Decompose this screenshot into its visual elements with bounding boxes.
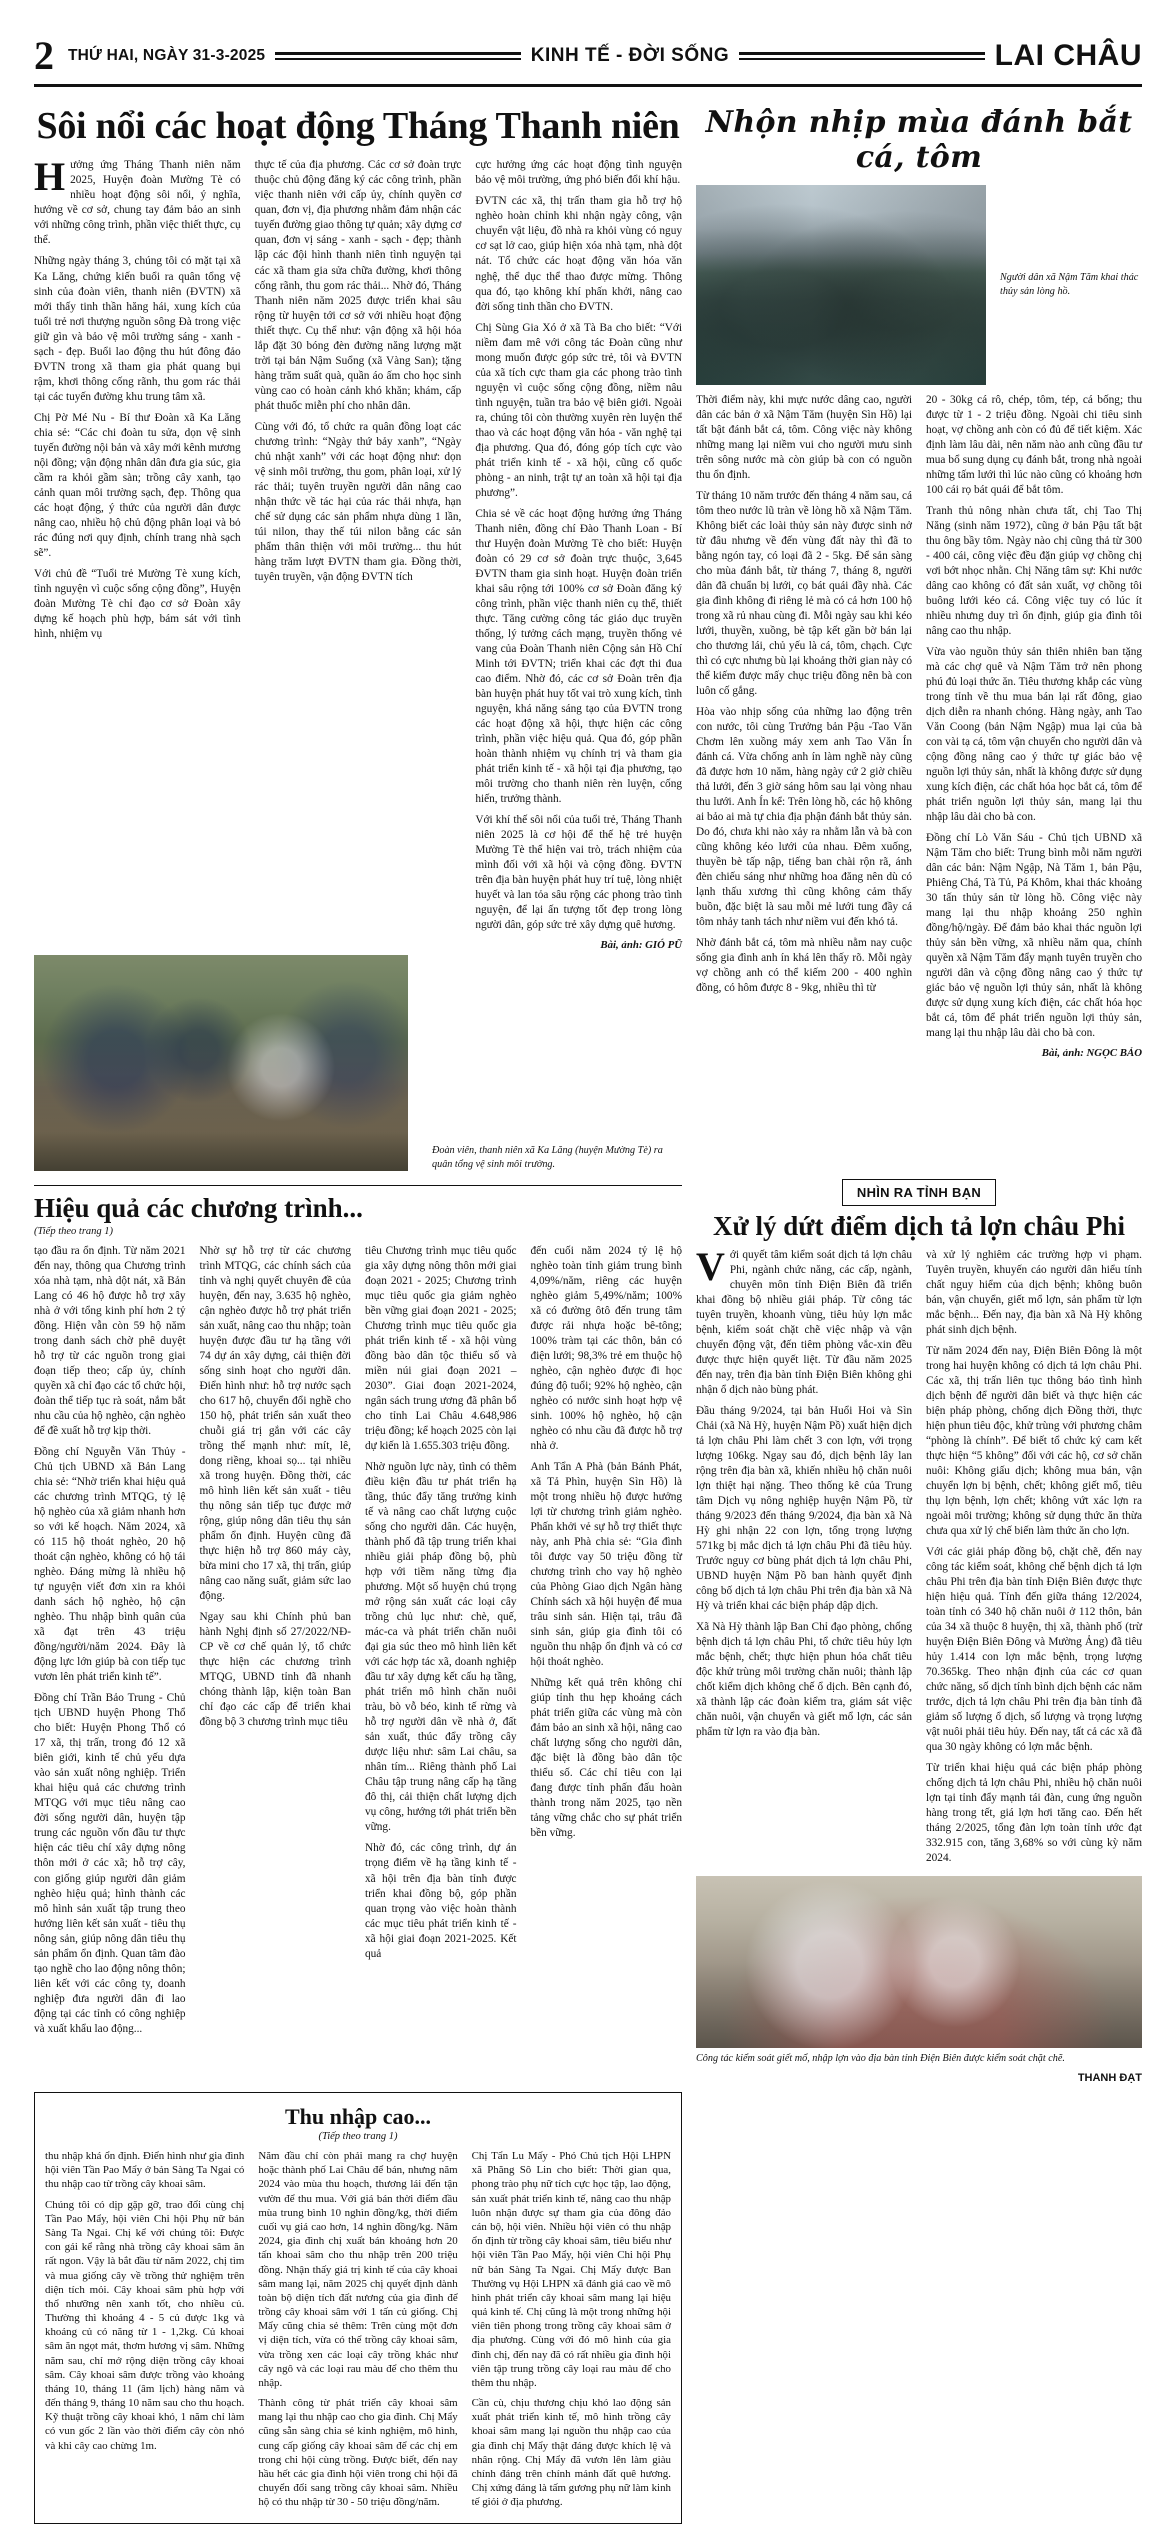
- paragraph: Thành công từ phát triển cây khoai sâm mang lại thu nhập cao cho gia đình. Chị Mẩy cũng sẵn sàng chia sẻ kinh nghiệm, mô hình, cung cấp giống cây khoai sâm để các chị em trong chi hội cùng trồng. Được biết, đến nay hầu hết các gia đình hội viên trong chi hội đã chuyển đổi sang trồng cây khoai sâm. Nhiều hộ có thu nhập từ 30 - 50 triệu đồng/năm.: [258, 2397, 458, 2509]
- paragraph: Chúng tôi có dịp gặp gỡ, trao đổi cùng chị Tần Pao Mẩy, hội viên Chi hội Phụ nữ bản Sàng Ta Ngai. Chị kể với chúng tôi: Được con gái kể rằng nhà trồng cây khoai sâm ăn rất ngon. Vậy là bắt đầu từ năm 2022, chị tìm và mua giống cây về trồng thử nghiệm trên diện tích mỏi. Cây khoai sâm phù hợp với thổ nhưỡng nên xanh tốt, cho nhiều củ. Thường thì khoảng 4 - 5 củ được 1kg và khoảng củ có năng từ 1 - 1,2kg. Củ khoai sâm ăn ngọt mát, thơm hương vị sâm. Những năm sau, chỉ mở rộng diện trồng cây khoai sâm. Cây khoai sâm được trồng vào khoảng tháng 10, tháng 11 (âm lịch) hàng năm và đến tháng 9, tháng 10 năm sau cho thu hoạch. Kỹ thuật trồng cây khoai khó, 1 năm chỉ làm có vun gốc 2 lần vào thời điểm cây còn nhỏ và khi cây cao chừng 1m.: [45, 2198, 245, 2452]
- paragraph: thực tế của địa phương. Các cơ sở đoàn trực thuộc chủ động đăng ký các công trình, phần việc thanh niên với cấp ủy, chính quyền cơ quan, đơn vị, địa phương nhằm đảm nhận các tuyến đường giao thông tự quản; xây dựng cơ quan, đơn vị sáng - xanh - sạch - đẹp; thành lập các đội hình thanh niên tình nguyện tại các xã tham gia sửa chữa đường, khơi thông cống rãnh, thu gom rác thải... Nhờ đó, Tháng Thanh niên năm 2025 được triển khai sâu rộng từ huyện tới cơ sở với nhiều hoạt động thiết thực. Cụ thể như: vận động xã hội hóa lắp đặt 30 bóng đèn đường năng lượng mặt trời tại bản Nậm Suổng (xã Vàng San); tặng hàng trăm suất quà, quần áo ấm cho học sinh vùng cao có hoàn cảnh khó khăn; khám, cấp phát thuốc miễn phí cho nhân dân.: [254, 159, 462, 412]
- paragraph: Đầu tháng 9/2024, tại bản Huổi Hoi và Sìn Chải (xã Nà Hỳ, huyện Nậm Pồ) xuất hiện dịch tả lợn châu Phi làm chết 3 con lợn, với trọng lượng 106kg. Ngay sau đó, dịch bệnh lây lan rộng trên địa bàn xã, khiến nhiều hộ chăn nuôi lợn thiệt hại nặng. Theo thống kê của Trung tâm Dịch vụ nông nghiệp huyện Nậm Pồ, từ tháng 9/2023 đến tháng 9/2024, địa bàn xã Nà Hỳ ghi nhận 22 con lợn, tổng trọng lượng 571kg bị mắc dịch tả lợn châu Phi đã tiêu hủy. Trước nguy cơ bùng phát dịch tả lợn châu Phi, UBND huyện Nậm Pồ ban hành quyết định công bố dịch tả lợn châu Phi trên địa bàn xã Nà Hỳ và triển khai các biện pháp dập dịch.: [696, 1405, 912, 1613]
- paragraph: Nhờ đó, các công trình, dự án trọng điểm về hạ tầng kinh tế - xã hội trên địa bàn tỉnh được triển khai đồng bộ, góp phần quan trọng vào việc hoàn thành các mục tiêu phát triển kinh tế - xã hội giai đoạn 2021-2025. Kết quả: [365, 1842, 517, 1960]
- article-programs: [34, 1244, 682, 2043]
- page-number: 2: [34, 33, 54, 78]
- paragraph: Cần cù, chịu thương chịu khó lao động sản xuất phát triển kinh tế, mô hình trồng cây khoai sâm mang lại nguồn thu nhập cao của gia đình chị Mẩy thật đáng được khích lệ và nhân rộng. Chị Mẩy đã vươn lên làm giàu chính đáng trên chính mảnh đất quê hương. Chị xứng đáng là tấm gương phụ nữ làm kinh tế giỏi ở địa phương.: [471, 2397, 671, 2509]
- article-income-box: [34, 2092, 682, 2524]
- section-badge: NHÌN RA TỈNH BẠN: [842, 1179, 996, 1206]
- paragraph: 20 - 30kg cá rô, chép, tôm, tép, cá bống; thu được từ 1 - 2 triệu đồng. Ngoài chi tiêu sinh hoạt, vợ chồng anh còn có đủ để tiết kiệm. Xác định làm lâu dài, nên năm nào anh cũng đầu tư mua bổ sung dụng cụ đánh bắt, trong nhà ngoài những tấm lưới thì lúc nào cũng có khoảng hơn 100 cái rọ bát quái để bắt tôm.: [926, 393, 1142, 496]
- paragraph: Chị Tẩn Lu Mấy - Phó Chủ tịch Hội LHPN xã Phăng Sô Lin cho biết: Thời gian qua, phong trào phụ nữ tích cực học tập, lao động, sản xuất phát triển kinh tế, nâng cao thu nhập luôn nhận được sự tham gia của đông đảo cán bộ, hội viên. Nhiều hội viên có thu nhập ổn định từ trồng cây khoai sâm, tiêu biểu như hội viên Tần Pao Mẩy, hội viên Chi hội Phụ nữ bản Sàng Ta Ngai. Chị Mẩy được Ban Thường vụ Hội LHPN xã đánh giá cao về mô hình phát triển cây khoai sâm mang lại hiệu quả kinh tế. Chị cũng là một trong những hội viên tiên phong trong trồng cây khoai sâm ở địa phương. Cùng với đó mô hình của gia đình chị, đến nay đã có rất nhiều gia đình hội viên tập trung trồng cây loại rau màu để cho thêm thu nhập.: [471, 2150, 671, 2389]
- paragraph: Tranh thủ nông nhàn chưa tất, chị Tao Thị Năng (sinh năm 1972), cũng ở bản Pậu tất bật thu ông bầy tôm. Ngày nào chị cũng thả từ 300 - 400 cái, công việc đều đặn giúp vợ chồng chị vơi bớt nhọc nhằn. Chị Năng tâm sự: Khi nước dâng cao không có đất sản xuất, vợ chồng tôi buông lưới kéo cá. Công việc tuy có lúc ít nhiều nhưng duy trì ổn định, giúp gia đình tôi nâng cao thu nhập.: [926, 504, 1142, 637]
- paragraph: Nhờ sự hỗ trợ từ các chương trình MTQG, các chính sách của tỉnh và nghị quyết chuyên đề của huyện, đến nay, 3.635 hộ nghèo, cận nghèo được hỗ trợ phát triển sản xuất, nâng cao thu nhập; toàn huyện được đầu tư hạ tầng với 74 dự án xây dựng, cải thiện đời sống sinh hoạt cho người dân. Điển hình như: hỗ trợ nước sạch cho 617 hộ, chuyển đổi nghề cho 150 hộ, phát triển sản xuất theo chuỗi giá trị gắn với các cây trồng thế mạnh như: mít, lê, dong riềng, khoai sọ... tại nhiều xã trong huyện. Đồng thời, các mô hình liên kết sản xuất - tiêu thụ nông sản tiếp tục được mở rộng, giúp nông dân tiêu thụ sản phẩm ổn định. Huyện cũng đã thực hiện hỗ trợ 860 máy cày, bừa mini cho 17 xã, thị trấn, giúp nâng cao năng suất, giảm sức lao động.: [199, 1244, 351, 1603]
- paragraph: Hưởng ứng Tháng Thanh niên năm 2025, Huyện đoàn Mường Tè có nhiều hoạt động sôi nổi, ý nghĩa, hướng về cơ sở, chung tay đảm bảo an sinh với những công trình, phần việc thiết thực, cụ thể.: [34, 154, 241, 247]
- rule-right: [739, 52, 985, 60]
- paragraph: tạo đầu ra ổn định. Từ năm 2021 đến nay, thông qua Chương trình xóa nhà tạm, nhà dột nát, xã Bản Lang có 46 hộ được hỗ trợ xây nhà ở với tổng kinh phí hơn 2 tỷ đồng. Hiện vẫn còn 59 hộ năm trong danh sách chờ phê duyệt hỗ trợ từ các nguồn trong giai đoạn tiếp theo; cấp ủy, chính quyền xã chỉ đạo các tổ chức hội, đoàn thể tiếp tục rà soát, nắm bắt nhu cầu của hộ nghèo, cận nghèo để đề xuất hỗ trợ kịp thời.: [34, 1244, 186, 1438]
- paragraph: Chia sẻ về các hoạt động hưởng ứng Tháng Thanh niên, đồng chí Đào Thanh Loan - Bí thư Huyện đoàn Mường Tè cho biết: Huyện đoàn có 29 cơ sở đoàn trực thuộc, 3,645 ĐVTN tham gia sinh hoạt. Huyện đoàn triển khai sâu rộng tới 100% cơ sở Đoàn đăng ký công trình, phần việc thanh niên cụ thể, thiết thực. Tăng cường công tác giáo dục truyền thống, lý tưởng cách mạng, truyền thống vẻ vang của Đoàn Thanh niên Cộng sản Hồ Chí Minh tới ĐVTN; triển khai các đợt thi đua cao điểm. Nhờ đó, các cơ sở Đoàn trên địa bàn huyện phát huy tốt vai trò xung kích, tình nguyện, khá năng sáng tạo của ĐVTN trong các hoạt động xã hội, thực hiện các công trình, phần việc hiệu quả. Qua đó, góp phần hoàn thành nhiệm vụ chính trị và tham gia phát triển kinh tế - xã hội tại địa phương, tạo môi trường cho thanh niên rèn luyện, cống hiến, trưởng thành.: [475, 507, 683, 806]
- paragraph: Những kết quả trên không chỉ giúp tỉnh thu hẹp khoảng cách phát triển giữa các vùng mà còn đảm bảo an sinh xã hội, nâng cao chất lượng sống cho người dân, đặc biệt là đồng bào dân tộc thiểu số. Các chỉ tiêu con lại đang được tỉnh phấn đấu hoàn thành trong năm 2025, tạo nền tảng vững chắc cho sự phát triển bền vững.: [530, 1677, 682, 1840]
- paragraph: Ngay sau khi Chính phủ ban hành Nghị định số 27/2022/NĐ-CP về cơ chế quản lý, tổ chức thực hiện các chương trình MTQG, UBND tỉnh đã nhanh chóng thành lập, kiện toàn Ban chỉ đạo các cấp để triển khai đồng bộ 3 chương trình mục tiêu: [199, 1611, 351, 1729]
- paragraph: ĐVTN các xã, thị trấn tham gia hỗ trợ hộ nghèo hoàn chỉnh khi nhận ngày công, vận chuyển vật liệu, đồ nhà ra khỏi vùng có nguy cơ sạt lở cao, giúp hiện xóa nhà tạm, nhà dột nát. Tổ chức các hoạt động văn hóa văn nghệ, thể dục thể thao được mừng. Thông qua đó, tạo không khí phấn khởi, nâng cao đời sống tinh thần cho ĐVTN.: [475, 195, 683, 313]
- paragraph: Với các giải pháp đồng bộ, chặt chẽ, đến nay công tác kiểm soát, không chế bệnh dịch tả lợn châu Phi trên địa bàn tỉnh Điện Biên được thực hiện hiệu quả. Tính đến giữa tháng 12/2024, toàn tỉnh có 340 hộ chăn nuôi ở 112 thôn, bản của 34 xã thuộc 8 huyện, thị xã, thành phố (trừ huyện Điện Biên Đông và Mường Ảng) đã tiêu hủy 1.414 con lợn mắc bệnh, trọng lượng 70.365kg. Theo nhận định của các cơ quan chức năng, số dịch tính bình dịch bệnh các năm trước, dịch tả lợn châu Phi trên địa bàn tỉnh đã giảm số lượng ổ dịch, số lượng và trọng lượng vật nuôi phải tiêu hủy. Đến nay, tất cả các xã đã qua 30 ngày không có lợn mắc bệnh.: [926, 1546, 1142, 1754]
- paragraph: Với quyết tâm kiểm soát dịch tả lợn châu Phi, ngành chức năng, các cấp, ngành, chuyên môn tỉnh Điện Biên đã triển khai đồng bộ nhiều giải pháp. Từ công tác tuyên truyền, khoanh vùng, tiêu hủy lợn mắc bệnh, kiểm soát chặt chẽ việc nhập và vận chuyển động vật, đến tiêm phòng vắc-xin đều được thực hiện quyết liệt. Từ đầu năm 2025 đến nay, trên địa bàn tỉnh Điện Biên không ghi nhận ổ dịch nào bùng phát.: [696, 1243, 912, 1396]
- photo-volunteers: [34, 955, 408, 1171]
- paragraph: Hòa vào nhịp sống của những lao động trên con nước, tôi cùng Trưởng bản Pậu -Tao Văn Chơm lên xuồng máy xem anh Tao Văn Ín đánh cá. Vừa chống anh ín làm nghề này cũng đã được hơn 10 năm, hàng ngày cứ 2 giờ chiều thả lưới, đến 3 giờ sáng hôm sau lại vòng nhau thu lưới. Anh Ín kể: Trên lòng hồ, các hộ không ai bảo ai mà tự chia địa phận đánh bắt thủy sản. Do đó, chưa khi nào xảy ra nhằm lẫn và bà con cũng không kéo lưới của nhau. Đêm xuống, thuyền bè tấp nập, tiếng ban chài rộn rã, ánh đèn chiếu sáng như những hoa đăng nên dù có lạnh thấu xương thì cũng không cảm thấy buồn, đặc biệt là sau mỗi mẻ lưới tung đầy cá tôm nhảy tanh tách như niềm vui đến khó tả.: [696, 705, 912, 929]
- article-asf: [696, 1243, 1142, 1873]
- photo-pork-market: [696, 1876, 1142, 2048]
- paragraph: Với chủ đề “Tuổi trẻ Mường Tè xung kích, tình nguyện vì cuộc sống cộng đồng”, Huyện đoàn Mường Tè chỉ đạo cơ sở Đoàn xây dựng kế hoạch phù hợp, bám sát với tình hình, nhiệm vụ: [34, 567, 241, 640]
- article-income: [45, 2149, 671, 2515]
- paragraph: Đồng chí Nguyễn Văn Thủy - Chủ tịch UBND xã Bản Lang chia sẻ: “Nhờ triển khai hiệu quả các chương trình MTQG, tỷ lệ hộ nghèo của xã giảm nhanh hơn so với kế hoạch. Năm 2024, xã có 115 hộ thoát nghèo, 20 hộ thoát cận nghèo, không có hộ tái nghèo. Đáng mừng là nhiều hộ tự nguyện viết đơn xin ra khỏi danh sách hộ nghèo, hộ cận nghèo. Thu nhập bình quân của xã đạt trên 43 triệu đồng/người/năm 2024. Đây là động lực lớn giúp bà con tiếp tục vươn lên phát triển kinh tế”.: [34, 1446, 186, 1684]
- paragraph: tiêu Chương trình mục tiêu quốc gia xây dựng nông thôn mới giai đoạn 2021 - 2025; Chương trình mục tiêu quốc gia giảm nghèo bền vững giai đoạn 2021 - 2025; Chương trình mục tiêu quốc gia phát triển kinh tế - xã hội vùng đồng bào dân tộc thiểu số và miền núi giai đoạn 2021 – 2030”. Giai đoạn 2021-2024, ngân sách trung ương đã phân bổ cho tỉnh Lai Châu 4.648,986 triệu đồng; kể hoạch 2025 còn lại dự kiến là 1.655.303 triệu đồng.: [365, 1244, 517, 1453]
- paragraph: Từ tháng 10 năm trước đến tháng 4 năm sau, cá tôm theo nước lũ tràn về lòng hồ xã Nậm Tăm. Không biết các loài thủy sản này được sinh nở từ đâu nhưng về đến vùng đất này thì đã to bằng ngón tay, có loại đã 2 - 5kg. Để sản sàng cho mùa đánh bắt, từ tháng 7, tháng 8, người dân đã chuẩn bị lưới, cọ bát quái đầy nhà. Các gia đình không đi riêng lẻ mà có cả hơn 100 hộ trong xã rủ nhau cùng đi. Mỗi ngày sau khi kéo lưới, thuyền, xuồng, bè tập kết gần bờ bán lại cho thương lái, chủ yếu là cá, tôm, chạch. Cực thì có cực nhưng bù lại khoảng thời gian này có thể kiếm được mấy chục triệu đồng nên bà con luôn cố gắng.: [696, 489, 912, 697]
- page-title: Sôi nổi các hoạt động Tháng Thanh niên: [36, 104, 680, 147]
- photo-caption: Đoàn viên, thanh niên xã Ka Lăng (huyện Mường Tè) ra quân tổng vệ sinh môi trường.: [432, 1145, 663, 1170]
- paragraph: Với khí thế sôi nổi của tuổi trẻ, Tháng Thanh niên 2025 là cơ hội để thế hệ trẻ huyện Mường Tè thể hiện vai trò, trách nhiệm của mình đối với xã hội và cộng đồng. ĐVTN trên địa bàn huyện phát huy trí tuệ, lòng nhiệt huyết và lan tỏa sâu rộng các phong trào tình nguyện, để lại ấn tượng tốt đẹp trong lòng người dân, góp sức trẻ xây dựng quê hương.: [475, 814, 683, 932]
- paragraph: Nhờ nguồn lực này, tình có thêm điều kiện đầu tư phát triển hạ tầng, thúc đẩy tăng trưởng kinh tế và nâng cao chất lượng cuộc sống cho người dân. Các huyện, thành phố đã tập trung triển khai nhiều giải pháp đồng bộ, phù hợp với tiềm năng từng địa phương. Một số huyện chú trọng mở rộng sản xuất các loại cây trồng chủ lục như: chè, quế, mác-ca và phát triển chăn nuôi đại gia súc theo mô hình liên kết với các hợp tác xã, doanh nghiệp đầu tư xây dựng kết cấu hạ tầng, phát triển mô hình chăn nuôi tràu, bò vỗ béo, kinh tế rừng và hỗ trợ người dân về nhà ở, đất sản xuất, thúc đẩy trồng cây dược liệu như: sâm Lai châu, sa nhân tím... Riêng thành phố Lai Châu tập trung nâng cấp hạ tầng đô thị, cải thiện chất lượng dịch vụ công, hướng tới phát triển bền vững.: [365, 1461, 517, 1834]
- paragraph: Xã Nà Hỳ thành lập Ban Chỉ đạo phòng, chống bệnh dịch tả lợn châu Phi, tổ chức tiêu hủy lợn mắc bệnh, chết; thực hiện phun hóa chất tiêu độc khử trùng môi trường chăn nuôi; thành lập chốt kiểm dịch không chế ổ dịch. Bên cạnh đó, xã thành lập các đoàn kiểm tra, giám sát việc chăn nuôi, vận chuyển và giết mổ lợn, các sản phẩm từ lợn ra vào địa bàn.: [696, 1621, 912, 1739]
- article-fish-title: Nhộn nhịp mùa đánh bắt cá, tôm: [705, 104, 1133, 175]
- article-volunteer-month: [34, 154, 683, 952]
- photo-caption: Công tác kiểm soát giết mổ, nhập lợn vào địa bàn tỉnh Điện Biên được kiểm soát chặt chẽ.: [696, 2053, 1065, 2065]
- photo-fishing: [696, 185, 986, 385]
- article-programs-title: Hiệu quả các chương trình...: [34, 1193, 363, 1224]
- paragraph: Chị Pờ Mé Nu - Bí thư Đoàn xã Ka Lăng chia sẻ: “Các chi đoàn tu sửa, dọn vệ sinh tuyến đường nội bản và xây mới kênh mương nội đồng; vận động nhân dân đưa gia súc, gia cầm ra khỏi gầm sàn; trồng cây xanh, tạo cảnh quan môi trường sạch, đẹp. Thông qua các hoạt động, ý thức của người dân được nâng cao, nhiều hộ chủ động phân loại và bỏ rác đúng nơi quy định, chính trang nhà sạch sẽ”.: [34, 411, 241, 559]
- paragraph: Thời điểm này, khi mực nước dâng cao, người dân các bản ở xã Nậm Tăm (huyện Sìn Hồ) lại tất bật đánh bắt cá, tôm. Công việc này không những mang lại niềm vui cho người mưu sinh trên sông nước mà còn giúp bà con có nguồn thu ổn định.: [696, 393, 912, 481]
- paragraph: Nhờ đánh bắt cá, tôm mà nhiều nằm nay cuộc sống gia đình anh ín khá lên thấy rõ. Mỗi ngày vợ chồng anh có thể kiếm 200 - 400 nghìn đồng, có hôm được 8 - 9kg, nhiều thì từ: [696, 937, 912, 995]
- byline: THANH ĐẠT: [1077, 2071, 1142, 2084]
- continuation-note: (Tiếp theo trang 1): [34, 1225, 114, 1237]
- paragraph: Chị Sùng Gia Xó ở xã Tà Ba cho biết: “Với niềm đam mê với công tác Đoàn cũng như mong muốn được góp sức trẻ, tôi và ĐVTN của xã tích cực tham gia các phong trào tình nguyện vì cuộc sống cộng đồng, niềm nâu tình nguyện, tuần tra bảo vệ biên giới. Ngoài ra, chúng tôi còn thường xuyên rèn luyện thể thao và các hoạt động văn hóa - văn nghệ tại địa phương. Qua đó, đóng góp tích cực vào phát triển kinh tế - xã hội, cũng cố quốc phòng - an ninh, trật tự an toàn xã hội tại địa phương”.: [475, 321, 683, 499]
- paragraph: Vừa vào nguồn thủy sản thiên nhiên ban tặng mà các chợ quê và Nậm Tăm trở nên phong phú đủ loại thức ăn. Tiêu thương khắp các vùng trong tỉnh về thu mua bán lại rất đông, giao dịch diễn ra nhanh chóng. Hàng ngày, anh Tao Văn Coong (bản Nậm Ngập) mua lại của bà con vài tạ cá, tôm vận chuyển cho người dân và cộng đồng nâng cao ý thức tự giác bảo vệ nguồn lợi thủy sản, nhất là không được sử dụng xung kích điện, các chất hóa học bắt cá, tôm để phát triển nguồn lợi thủy sản, mang lại thu nhập lâu dài cho bà con.: [926, 645, 1142, 823]
- byline: Bài, ảnh: NGỌC BẢO: [1041, 1047, 1142, 1060]
- section-title: KINH TẾ - ĐỜI SỐNG: [530, 45, 730, 66]
- rule-left: [275, 52, 521, 60]
- paper-logo: LAI CHÂU: [994, 39, 1142, 72]
- article-asf-title: Xử lý dứt điểm dịch tả lợn châu Phi: [713, 1211, 1125, 1242]
- article-fishing-season: [696, 393, 1142, 1060]
- paragraph: và xử lý nghiêm các trường hợp vi phạm. Tuyên truyền, khuyến cáo người dân hiểu tính chất nguy hiểm của dịch bệnh; không buôn bán, vận chuyển, giết mổ lợn, sản phẩm từ lợn mắc bệnh... Đến nay, địa bàn xã Nà Hỳ không phát sinh dịch bệnh.: [926, 1248, 1142, 1336]
- continuation-note: (Tiếp theo trang 1): [318, 2131, 398, 2143]
- divider: [34, 1185, 682, 1186]
- paragraph: Từ triển khai hiệu quả các biện pháp phòng chống dịch tả lợn châu Phi, nhiều hộ chăn nuôi lợn tại tỉnh đẩy mạnh tái đàn, cung ứng nguồn hàng trong tết, giá lợn hơi tăng cao. Đến hết tháng 2/2025, tổng đàn lợn toàn tỉnh ước đạt 332.915 con, tăng 3,68% so với cùng kỳ năm 2024.: [926, 1762, 1142, 1865]
- paragraph: Đồng chí Lò Văn Sáu - Chủ tịch UBND xã Nậm Tăm cho biết: Trung bình mỗi năm người dân các bản: Nậm Ngập, Nà Tăm 1, bản Pậu, Phiêng Chá, Tà Tủ, Pá Khôm, khai thác khoảng 30 tấn thủy sản từ lòng hồ. Công việc này mang lại thu nhập khoảng 250 nghìn đồng/hộ/ngày. Để đảm bảo khai thác nguồn lợi thủy sản bền vững, xã nhiều năm qua, chính quyền xã Nậm Tăm đẩy mạnh tuyên truyền cho người dân và cộng đồng nâng cao ý thức tự giác bảo vệ nguồn lợi thủy sản, nhất là không được sử dụng xung kích điện, các chất hóa học bắt cá, tôm để phát triển nguồn lợi thủy sản, mang lại thu nhập lâu dài cho bà con.: [926, 831, 1142, 1040]
- paragraph: thu nhập khá ổn định. Điển hình như gia đình hội viên Tần Pao Mẩy ở bản Sàng Ta Ngai có thu nhập cao từ trồng cây khoai sâm.: [45, 2150, 245, 2191]
- paragraph: đến cuối năm 2024 tỷ lệ hộ nghèo toàn tỉnh giảm trung bình 4,09%/năm, riêng các huyện nghèo giảm 5,49%/năm; 100% xã có đường ôtô đến trung tâm được rải nhựa hoặc bê-tông; 100% tràm tại các thôn, bản có điện lưới; 98,3% trẻ em thuộc hộ nghèo, cận nghèo được đi học đúng độ tuổi; 92% hộ nghèo, cận nghèo có nước sinh hoạt hợp vệ sinh. 100% hộ nghèo, hộ cận nghèo có nhu cầu đã được hỗ trợ nhà ở.: [530, 1244, 682, 1453]
- byline: Bài, ảnh: GIÓ PŨ: [600, 939, 683, 952]
- paragraph: Từ năm 2024 đến nay, Điện Biên Đông là một trong hai huyện không có dịch tả lợn châu Phi. Các xã, thị trấn liên tục thông báo tình hình dịch bệnh để người dân biết và thực hiện các biện pháp phòng, chống dịch Đồng thời, thực hiện phun tiêu độc, khử trùng với phương châm “phòng là chính”. Để biết tổ chức ký cam kết thực hiện “5 không” đối với các hộ, cơ sở chăn nuôi: Không giấu dịch; không mua bán, vận chuyển lợn bị bệnh, chết; không giết mổ, tiêu thụ lợn bệnh, lợn chết; không vứt xác lợn ra ngoài môi trường; không sử dụng thức ăn thừa chưa qua xử lý chế biến làm thức ăn cho lợn.: [926, 1344, 1142, 1538]
- masthead: [34, 34, 1142, 78]
- photo-caption: Người dân xã Nậm Tăm khai thác thủy sản lòng hồ.: [1000, 272, 1139, 297]
- masthead-divider: [34, 84, 1142, 87]
- paragraph: Năm đầu chỉ còn phải mang ra chợ huyện hoặc thành phố Lai Châu để bán, nhưng năm 2024 vào mùa thu hoạch, thương lái đến tận vườn để thu mua. Với giá bán thời điểm đầu mùa trung bình 10 nghìn đồng/kg, thời điểm cuối vụ giá cao hơn, 14 nghìn đồng/kg. Năm 2024, gia đình chị xuất bán khoảng hơn 20 tấn khoai sâm cho thu nhập trên 200 triệu đồng. Nhận thấy giá trị kinh tế của cây khoai sâm mang lại, năm 2025 chị quyết định dành toàn bộ diện tích đất nương của gia đình để trồng cây khoai sâm với 1 tấn củ giống. Chị Mẩy cũng chia sẻ thêm: Trên cùng một đơn vị diện tích, vừa có thể trồng cây khoai sâm, vừa trồng xen các loại cây trồng khác như cây ngô và các loại rau màu để cho thêm thu nhập.: [258, 2150, 458, 2389]
- paragraph: Anh Tẩn A Phà (bản Bánh Phát, xã Tả Phìn, huyện Sìn Hồ) là một trong nhiều hộ được hưởng lợi từ chương trình giảm nghèo. Phấn khởi vẻ sự hỗ trợ thiết thực này, anh Phà chia sẻ: “Gia đình tôi được vay 50 triệu đồng từ chương trình cho vay hộ nghèo của Phòng Giao dịch Ngân hàng Chính sách xã hội huyện để mua trâu sinh sản. Hiện tại, trâu đã sinh sản, giúp gia đình tôi có nguồn thu nhập ổn định và có cơ hội thoát nghèo.: [530, 1461, 682, 1669]
- paragraph: Những ngày tháng 3, chúng tôi có mặt tại xã Ka Lăng, chứng kiến buổi ra quân tổng vệ sinh của đoàn viên, thanh niên (ĐVTN) xã mới thấy tinh thần hăng hái, xung kích của tuổi trẻ nơi thượng nguồn sông Đà trong việc giữ gìn và bảo vệ môi trường sáng - xanh - sạch - đẹp. Buổi lao động thu hút đông đảo ĐVTN trong xã tham gia phát quang bụi rậm, khơi thông cống rãnh, thu gom rác thải tại các tuyến đường khu trung tâm xã.: [34, 255, 241, 403]
- paragraph: Đồng chí Trần Bảo Trung - Chủ tịch UBND huyện Phong Thổ cho biết: Huyện Phong Thổ có 17 xã, thị trấn, trong đó 12 xã biên giới, kinh tế chủ yếu dựa vào sản xuất nông nghiệp. Triển khai hiệu quả các chương trình MTQG với mục tiêu nâng cao đời sống người dân, huyện tập trung các nguồn vốn đầu tư thực hiện các tiêu chí xây dựng nông thôn mới ở các xã; hỗ trợ cây, con giống giúp người dân giảm nghèo hiệu quả; hình thành các mô hình sản xuất tập trung theo hướng liên kết sản xuất - tiêu thụ nông sản, giúp nông dân tiêu thụ sản phẩm ổn định. Quan tâm đào tạo nghề cho lao động nông thôn; liên kết với các công ty, doanh nghiệp đưa người dân đi lao động tại các tỉnh có công nghiệp và xuất khẩu lao động...: [34, 1692, 186, 2035]
- paragraph: Cùng với đó, tổ chức ra quân đồng loạt các chương trình: “Ngày thứ bảy xanh”, “Ngày chủ nhật xanh” với các hoạt động như: dọn vệ sinh môi trường, thu gom, phân loại, xử lý rác thải; tuyên truyền người dân nâng cao nhận thức về tác hại của rác thải nhựa, hạn chế sử dụng các sản phẩm nhựa dùng 1 lần, túi nilon, thay thế túi nilon bằng các sản phẩm thân thiện với môi trường... thu hút hàng trăm lượt ĐVTN tham gia. Đồng thời, tuyên truyền, vận động ĐVTN tích: [254, 420, 462, 583]
- paragraph: cực hưởng ứng các hoạt động tình nguyện bảo vệ môi trường, ứng phó biến đổi khí hậu.: [475, 159, 683, 187]
- issue-date: THỨ HAI, NGÀY 31-3-2025: [68, 47, 266, 64]
- article-income-title: Thu nhập cao...: [284, 2103, 432, 2129]
